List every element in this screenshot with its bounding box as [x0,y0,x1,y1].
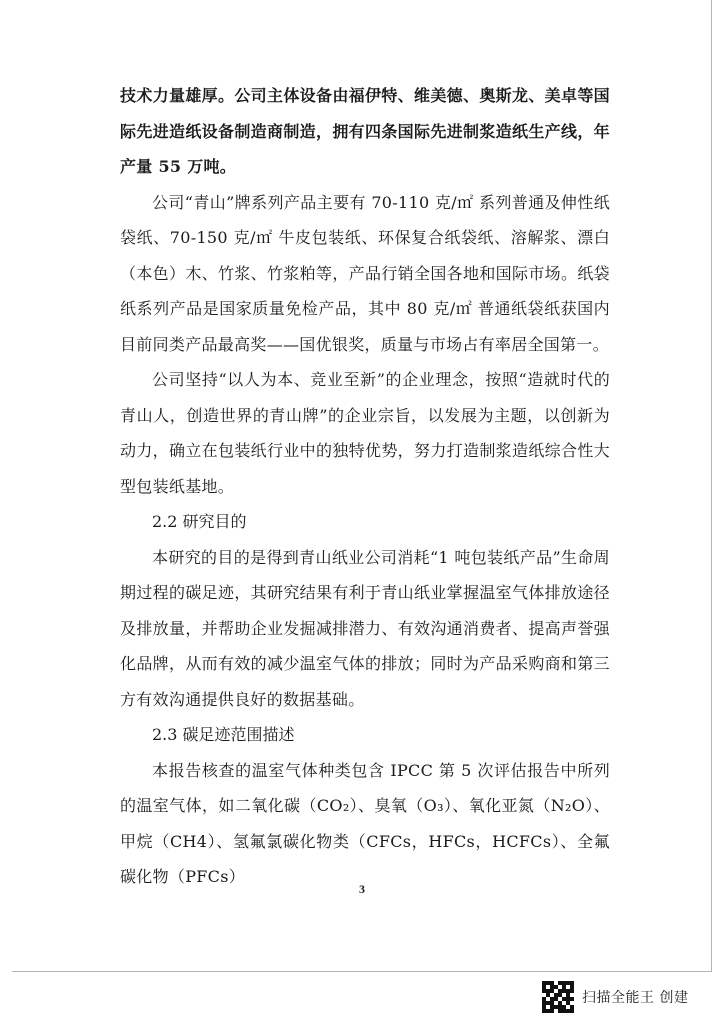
paragraph-intro: 技术力量雄厚。公司主体设备由福伊特、维美德、奥斯龙、美卓等国际先进造纸设备制造商制造，拥有四条国际先进制浆造纸生产线，年产量 55 万吨。 [120,86,610,176]
page-number: 3 [359,882,365,896]
scanner-watermark [542,980,688,1014]
paragraph-philosophy: 公司坚持“以人为本、竞业至新”的企业理念，按照“造就时代的青山人，创造世界的青山牌”的企业宗旨，以发展为主题，以创新为动力，确立在包装纸行业中的独特优势，努力打造制浆造纸综合性大型包装纸基地。 [120,370,610,496]
section-heading-2-2: 2.2 研究目的 [152,512,247,531]
qr-code-icon [542,981,574,1013]
paragraph-purpose: 本研究的目的是得到青山纸业公司消耗“1 吨包装纸产品”生命周期过程的碳足迹，其研究结果有利于青山纸业掌握温室气体排放途径及排放量，并帮助企业发掘减排潜力、有效沟通消费者、提高声誉强化品牌，从而有效的减少温室气体的排放；同时为产品采购商和第三方有效沟通提供良好的数据基础。 [120,547,610,709]
paragraph-scope: 本报告核查的温室气体种类包含 IPCC 第 5 次评估报告中所列的温室气体，如二氧化碳（CO₂）、臭氧（O₃）、氧化亚氮（N₂O）、甲烷（CH4）、氢氟氯碳化物类（CFCs，HFCs，HCFCs）、全氟碳化物（PFCs） [120,760,610,886]
watermark-label: 扫描全能王 创建 [582,990,689,1006]
document-body [120,78,610,895]
section-heading-2-3: 2.3 碳足迹范围描述 [152,725,295,744]
paragraph-products: 公司“青山”牌系列产品主要有 70-110 克/㎡ 系列普通及伸性纸袋纸、70-150 克/㎡ 牛皮包装纸、环保复合纸袋纸、溶解浆、漂白（本色）木、竹浆、竹浆粕等，产品行销全国各地和国际市场。纸袋纸系列产品是国家质量免检产品，其中 80 克/㎡ 普通纸袋纸获国内目前同类产品最高奖——国优银奖，质量与市场占有率居全国第一。 [120,192,610,354]
